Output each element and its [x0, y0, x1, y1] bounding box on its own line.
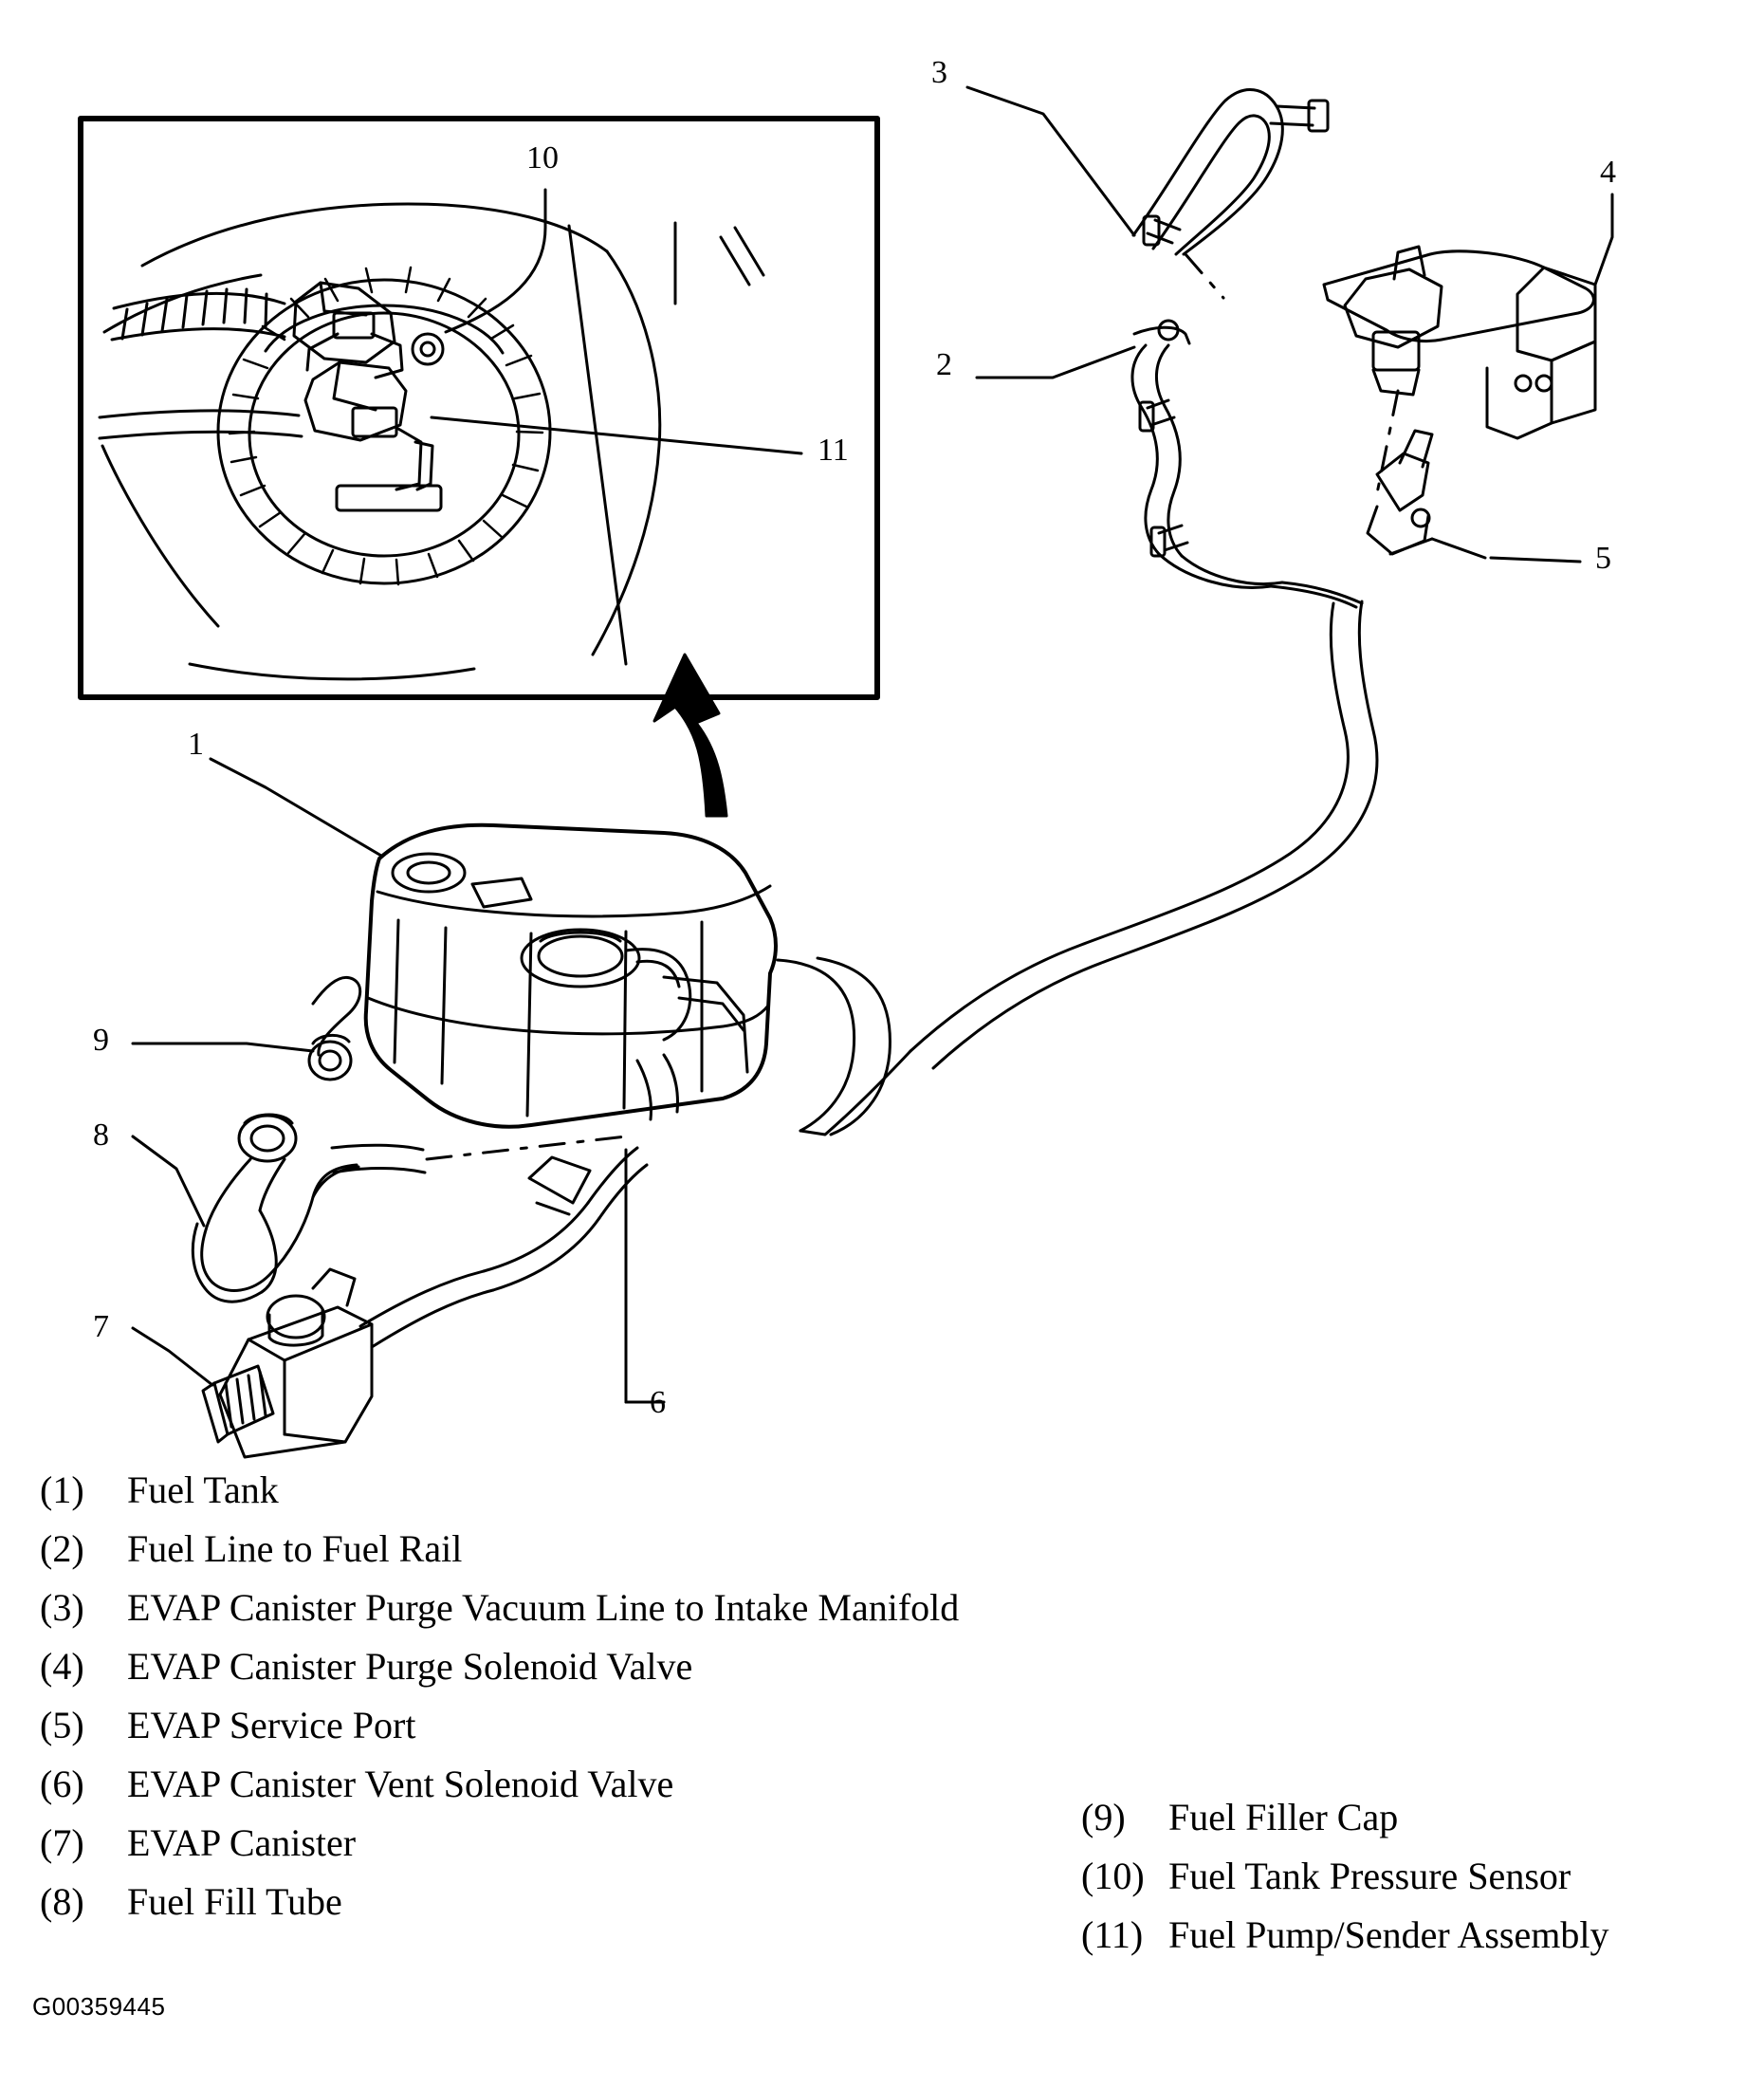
legend-label: Fuel Tank Pressure Sensor — [1168, 1855, 1571, 1897]
legend-number: (9) — [1081, 1796, 1126, 1838]
fuel-tank — [366, 825, 776, 1127]
fuel-line-to-rail — [1132, 321, 1362, 607]
legend-item — [40, 1755, 959, 1814]
legend-item — [40, 1814, 959, 1873]
legend — [0, 1461, 1764, 2030]
legend-column-right — [1081, 1788, 1608, 1965]
legend-number: (4) — [40, 1645, 84, 1688]
legend-item — [40, 1579, 959, 1637]
callout-7: 7 — [93, 1309, 109, 1344]
legend-number: (1) — [40, 1468, 84, 1511]
legend-number: (3) — [40, 1586, 84, 1629]
legend-label: EVAP Canister Purge Solenoid Valve — [127, 1645, 693, 1688]
legend-number: (2) — [40, 1527, 84, 1570]
legend-number: (5) — [40, 1704, 84, 1746]
callout-8: 8 — [93, 1117, 109, 1153]
legend-label: EVAP Canister — [127, 1821, 357, 1864]
legend-label: Fuel Filler Cap — [1168, 1796, 1399, 1838]
legend-number: (7) — [40, 1821, 84, 1864]
legend-label: EVAP Service Port — [127, 1704, 416, 1746]
fuel-fill-tube — [193, 1115, 626, 1302]
legend-label: Fuel Tank — [127, 1468, 279, 1511]
legend-number: (10) — [1081, 1855, 1145, 1897]
callout-11: 11 — [818, 433, 849, 468]
legend-label: EVAP Canister Purge Vacuum Line to Intake Manifold — [127, 1586, 960, 1629]
legend-label: Fuel Line to Fuel Rail — [127, 1527, 463, 1570]
legend-label: EVAP Canister Vent Solenoid Valve — [127, 1763, 674, 1805]
callout-10: 10 — [526, 140, 559, 175]
legend-label: Fuel Pump/Sender Assembly — [1168, 1913, 1609, 1956]
callout-2: 2 — [936, 347, 952, 382]
evap-purge-vacuum-line — [1133, 90, 1328, 298]
legend-item — [40, 1696, 959, 1755]
callout-6: 6 — [650, 1385, 666, 1420]
legend-label: Fuel Fill Tube — [127, 1880, 342, 1923]
evap-purge-solenoid-valve — [1324, 247, 1595, 493]
evap-vent-solenoid-valve — [360, 1148, 664, 1402]
legend-number: (8) — [40, 1880, 84, 1923]
legend-item — [1081, 1906, 1608, 1965]
legend-item — [40, 1637, 959, 1696]
callout-5: 5 — [1595, 541, 1611, 576]
legend-column-left — [40, 1461, 959, 1931]
figure-code: G00359445 — [32, 1992, 166, 2021]
legend-item — [1081, 1847, 1608, 1906]
legend-item — [40, 1873, 959, 1931]
legend-item — [1081, 1788, 1608, 1847]
legend-number: (6) — [40, 1763, 84, 1805]
legend-number: (11) — [1081, 1913, 1144, 1956]
callout-4: 4 — [1600, 155, 1616, 190]
callout-9: 9 — [93, 1023, 109, 1058]
callout-3: 3 — [931, 55, 947, 90]
fuel-filler-cap — [309, 977, 360, 1080]
inset-panel — [81, 119, 877, 697]
legend-item — [40, 1461, 959, 1520]
legend-item — [40, 1520, 959, 1579]
evap-canister — [203, 1269, 372, 1457]
callout-1: 1 — [188, 727, 204, 762]
